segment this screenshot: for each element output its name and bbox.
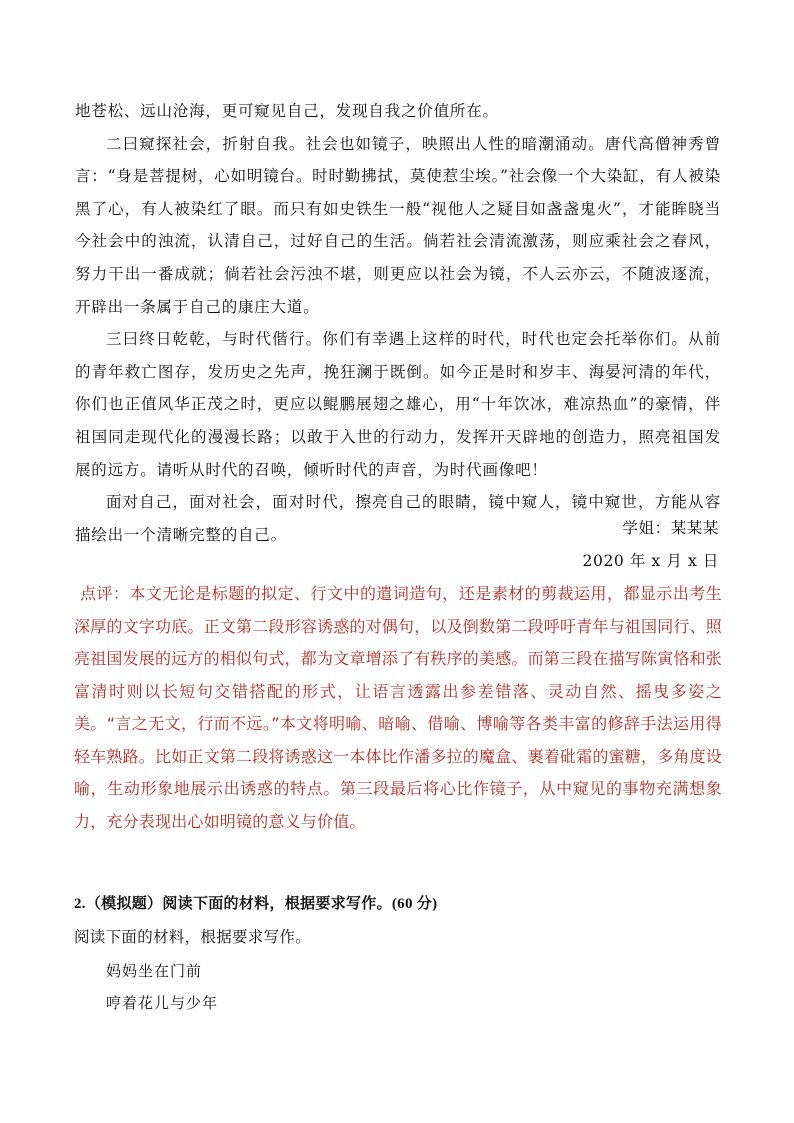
author-name: 学姐：某某某 [622, 519, 719, 537]
teacher-comment [74, 578, 722, 838]
essay-paragraph: 面对自己，面对社会，面对时代，擦亮自己的眼睛，镜中窥人，镜中窥世，方能从容描绘出一个清晰完整的自己。 [75, 493, 721, 544]
question-title: 2.（模拟题）阅读下面的材料，根据要求写作。(60 分) [74, 896, 438, 912]
comment-text: 点评：本文无论是标题的拟定、行文中的遣词造句，还是素材的剪裁运用，都显示出考生深厚的文字功底。正文第二段形容诱惑的对偶句，以及倒数第二段呼吁青年与祖国同行、照亮祖国发展的远方的相似句式，都为文章增添了有秩序的美感。而第三段在描写陈寅恪和张富清时则以长短句交错搭配的形式，让语言透露出参差错落、灵动自然、摇曳多姿之美。“言之无文，行而不远。”本文将明喻、暗喻、借喻、博喻等各类丰富的修辞手法运用得轻车熟路。比如正文第二段将诱惑这一本体比作潘多拉的魔盒、裹着砒霜的蜜糖，多角度设喻，生动形象地展示出诱惑的特点。第三段最后将心比作镜子，从中窥见的事物充满想象力，充分表现出心如明镜的意义与价值。 [74, 584, 723, 831]
poem-material [106, 955, 218, 1019]
poem-line: 哼着花儿与少年 [106, 994, 219, 1012]
essay-paragraph: 三曰终日乾乾，与时代偕行。你们有幸遇上这样的时代，时代也定会托举你们。从前的青年救亡图存，发历史之先声，挽狂澜于既倒。如今正是时和岁丰、海晏河清的年代，你们也正值风华正茂之时，更应以鲲鹏展翅之雄心，用“十年饮冰，难凉热血”的豪情，伴祖国同走现代化的漫漫长路；以敢于入世的行动力，发挥开天辟地的创造力，照亮祖国发展的远方。请听从时代的召唤，倾听时代的声音，为时代画像吧！ [75, 330, 721, 479]
question-instruction: 阅读下面的材料，根据要求写作。 [74, 928, 312, 946]
essay-paragraph: 二曰窥探社会，折射自我。社会也如镜子，映照出人性的暗潮涌动。唐代高僧神秀曾言：“身是菩提树，心如明镜台。时时勤拂拭，莫使惹尘埃。”社会像一个大染缸，有人被染黑了心，有人被染红了眼。而只有如史铁生一般“视他人之疑目如盏盏鬼火”，才能眸晓当今社会中的浊流，认清自己，过好自己的生活。倘若社会清流激荡，则应乘社会之春风，努力干出一番成就；倘若社会污浊不堪，则更应以社会为镜，不人云亦云，不随波逐流，开辟出一条属于自己的康庄大道。 [75, 134, 721, 316]
essay-date: 2020 年 x 月 x 日 [582, 551, 719, 570]
poem-line: 妈妈坐在门前 [106, 962, 203, 980]
essay-body [75, 95, 721, 551]
essay-paragraph: 地苍松、远山沧海，更可窥见自己，发现自我之价值所在。 [75, 102, 499, 120]
signature-block [583, 512, 719, 577]
